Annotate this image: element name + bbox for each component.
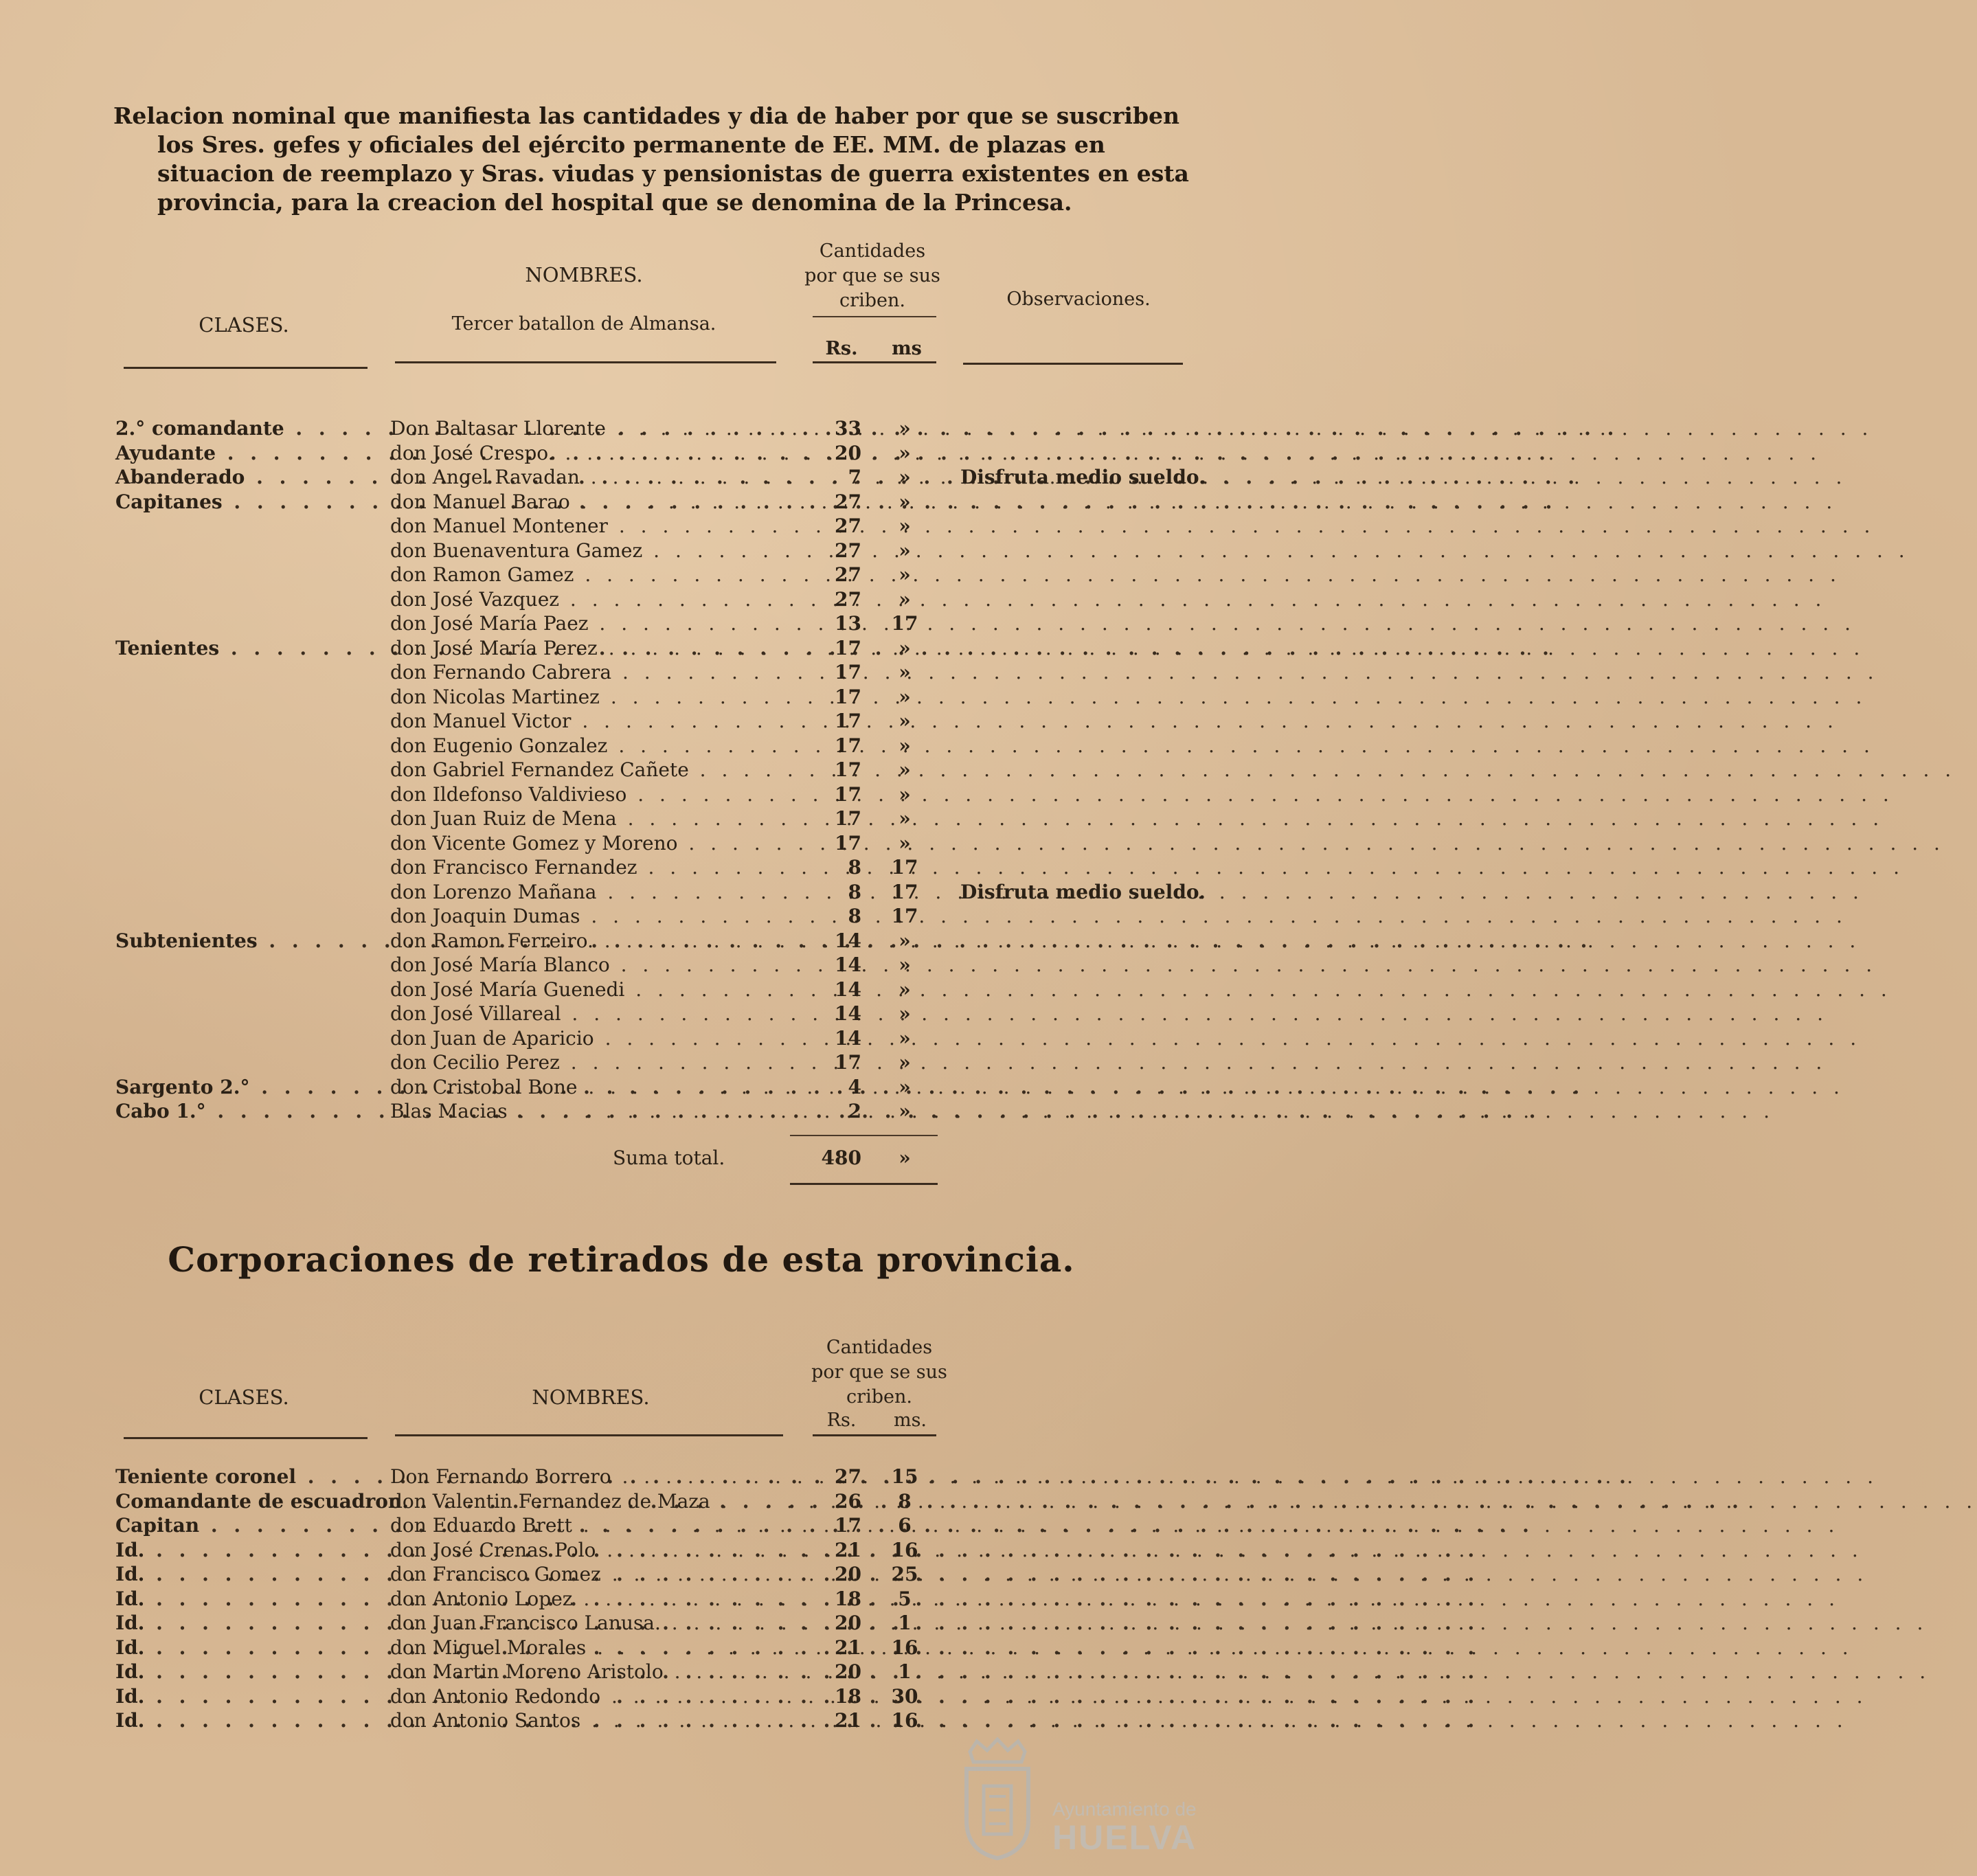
t1-rs-cell: 33	[835, 417, 861, 440]
t1-ms-cell: »	[899, 1002, 911, 1025]
t1-row	[0, 782, 1243, 807]
watermark-line1: Ayuntamiento de	[1052, 1798, 1197, 1820]
t1-rs-cell: 4	[848, 1075, 861, 1098]
t1-ms-cell: »	[899, 782, 911, 806]
t1-rs-cell: 14	[835, 1002, 861, 1025]
t1-row	[0, 758, 1243, 782]
t1-nombre-cell: don José María Paez . . .	[390, 611, 789, 636]
t1-rs-cell: 8	[848, 880, 861, 903]
t2-clase-cell: Id. . . .	[115, 1538, 370, 1563]
t2-row	[0, 1636, 1243, 1660]
t2-nombre-cell: don Francisco Gomez . . .	[390, 1562, 789, 1587]
t1-ms-cell: »	[899, 1026, 911, 1050]
t1-nombre-cell: don Buenaventura Gamez . . .	[390, 539, 789, 563]
t1-rs-cell: 17	[835, 807, 861, 830]
t1-clase-cell: Cabo 1.° . . .	[115, 1099, 370, 1124]
t1-header-clases: CLASES.	[199, 313, 289, 337]
t1-rs-cell: 14	[835, 953, 861, 976]
t1-ms-cell: »	[899, 563, 911, 586]
t2-row	[0, 1538, 1243, 1563]
t1-header-ms: ms	[892, 338, 922, 359]
t1-nombre-cell: Blas Macias . . .	[390, 1099, 789, 1124]
t1-rs-cell: 17	[835, 636, 861, 659]
t1-nombre-cell: don José María Guenedi . . .	[390, 977, 789, 1002]
intro-paragraph	[113, 102, 1199, 217]
t1-rs-cell: 27	[835, 539, 861, 562]
t2-ms-cell: 1	[898, 1612, 912, 1634]
t1-rs-cell: 17	[835, 1051, 861, 1074]
t2-nombre-cell: Don Fernando Borrero . . .	[390, 1465, 789, 1489]
t1-nombre-cell: don Manuel Barao . . .	[390, 490, 789, 515]
t1-total-row	[0, 1146, 1243, 1171]
t1-nombre-cell: don Joaquin Dumas . . .	[390, 904, 789, 929]
t1-rs-cell: 2	[848, 1100, 861, 1122]
t1-row	[0, 1099, 1243, 1124]
t1-nombre-cell: don José Vazquez . . .	[390, 587, 789, 612]
t1-nombre-cell: don Ramon Ferreiro. . . .	[390, 929, 789, 953]
t2-ms-cell: 16	[891, 1538, 918, 1561]
t1-row	[0, 490, 1243, 515]
t2-row	[0, 1684, 1243, 1709]
t2-ms-cell: 15	[891, 1465, 918, 1488]
t1-row	[0, 734, 1243, 758]
t1-row	[0, 587, 1243, 612]
t1-total-rule-top	[790, 1135, 938, 1136]
t2-ms-cell: 16	[891, 1709, 918, 1732]
t2-clase-cell: Id. . . .	[115, 1636, 370, 1660]
t2-ms-cell: 1	[898, 1660, 912, 1683]
t2-header-nombres: NOMBRES.	[532, 1386, 650, 1409]
t2-clase-cell: Comandante de escuadron. . . .	[115, 1489, 370, 1514]
t1-nombre-cell: don Manuel Victor . . .	[390, 709, 789, 734]
t1-nombre-cell: don Angel Ravadan . . .	[390, 465, 789, 490]
t2-clase-cell: Id. . . .	[115, 1611, 370, 1636]
t1-nombre-cell: don José María Perez . . .	[390, 636, 789, 661]
t1-header-cantidades-3: criben.	[839, 290, 905, 311]
ayuntamiento-huelva-watermark	[956, 1738, 1197, 1868]
t1-clase-cell: Capitanes . . .	[115, 490, 370, 515]
t1-row	[0, 563, 1243, 587]
t1-row	[0, 953, 1243, 977]
t1-row	[0, 514, 1243, 539]
t1-ms-cell: »	[899, 953, 911, 976]
t1-ms-cell: »	[899, 710, 911, 732]
t1-rs-cell: 14	[835, 977, 861, 1001]
t1-rule-observaciones	[963, 363, 1183, 365]
t2-rule-clases	[124, 1437, 368, 1439]
t1-nombre-cell: don Ramon Gamez . . .	[390, 563, 789, 587]
t1-ms-cell: »	[899, 1051, 911, 1074]
t1-row	[0, 1002, 1243, 1026]
t1-rs-cell: 17	[835, 782, 861, 806]
watermark-line2: HUELVA	[1052, 1818, 1197, 1857]
t1-cantidades-rule	[813, 316, 936, 317]
t1-header-subtitle: Tercer batallon de Almansa.	[451, 313, 716, 335]
t2-rs-cell: 18	[835, 1587, 861, 1610]
t1-rule-cantidades	[813, 361, 936, 363]
t1-rs-cell: 17	[835, 831, 861, 855]
t1-row	[0, 465, 1243, 490]
t2-clase-cell: Id. . . .	[115, 1708, 370, 1733]
t2-row	[0, 1660, 1243, 1684]
t2-clase-cell: Id. . . .	[115, 1684, 370, 1709]
t2-ms-cell: 25	[891, 1563, 918, 1585]
t1-rs-cell: 14	[835, 929, 861, 952]
t2-row	[0, 1587, 1243, 1612]
t1-ms-cell: »	[899, 515, 911, 537]
t2-header-cantidades-2: por que se sus	[811, 1361, 947, 1383]
t1-observaciones-cell: Disfruta medio sueldo.	[960, 880, 1206, 903]
t2-header-cantidades-3: criben.	[846, 1386, 912, 1408]
t1-nombre-cell: don Francisco Fernandez . . .	[390, 855, 789, 880]
t1-clase-cell: Tenientes . . .	[115, 636, 370, 661]
t1-ms-cell: »	[899, 977, 911, 1001]
t1-ms-cell: »	[899, 490, 911, 513]
t1-nombre-cell: don Ildefonso Valdivieso . . .	[390, 782, 789, 807]
t1-row	[0, 929, 1243, 953]
t1-rs-cell: 27	[835, 587, 861, 611]
t1-row	[0, 441, 1243, 466]
t2-ms-cell: 30	[891, 1684, 918, 1708]
t1-clase-cell: 2.° comandante . . .	[115, 416, 370, 441]
t2-rs-cell: 17	[835, 1514, 861, 1537]
t1-row	[0, 977, 1243, 1002]
t2-row	[0, 1489, 1243, 1514]
t1-nombre-cell: don Manuel Montener . . .	[390, 514, 789, 539]
t2-ms-cell: 16	[891, 1636, 918, 1659]
t1-ms-cell: »	[899, 417, 911, 440]
t2-row	[0, 1611, 1243, 1636]
t1-rs-cell: 17	[835, 710, 861, 732]
t1-row	[0, 660, 1243, 685]
t2-nombre-cell: don Martin Moreno Aristolo . . .	[390, 1660, 789, 1684]
t2-nombre-cell: don Miguel Morales . . .	[390, 1636, 789, 1660]
t1-nombre-cell: don Cristobal Bone . . .	[390, 1075, 789, 1100]
t1-rs-cell: 17	[835, 734, 861, 757]
t2-nombre-cell: don Antonio Santos . . .	[390, 1708, 789, 1733]
t2-rs-cell: 21	[835, 1636, 861, 1659]
t1-rs-cell: 7	[848, 466, 861, 488]
t1-rule-clases	[124, 367, 368, 369]
t1-header-rs: Rs.	[825, 338, 858, 359]
t1-ms-cell: 17	[891, 905, 918, 927]
t1-row	[0, 855, 1243, 880]
t2-rs-cell: 27	[835, 1465, 861, 1488]
t1-ms-cell: »	[899, 1075, 911, 1098]
t1-nombre-cell: don José Crespo. . . .	[390, 441, 789, 466]
t1-total-rule-bottom	[790, 1183, 938, 1185]
t1-clase-cell: Subtenientes . . .	[115, 929, 370, 953]
t2-nombre-cell: don Antonio Lopez . . .	[390, 1587, 789, 1612]
t2-rule-nombres	[395, 1434, 783, 1436]
crest-icon	[956, 1738, 1039, 1862]
t2-rs-cell: 21	[835, 1538, 861, 1561]
t1-nombre-cell: don Cecilio Perez . . .	[390, 1050, 789, 1075]
t2-rs-cell: 20	[835, 1563, 861, 1585]
t1-nombre-cell: don Lorenzo Mañana . . .	[390, 880, 789, 905]
t1-nombre-cell: don Vicente Gomez y Moreno . . .	[390, 831, 789, 856]
t1-row	[0, 1075, 1243, 1100]
t2-header-clases: CLASES.	[199, 1386, 289, 1409]
t2-row	[0, 1465, 1243, 1489]
t1-rs-cell: 17	[835, 685, 861, 708]
t1-nombre-cell: don Nicolas Martinez . . .	[390, 685, 789, 710]
t2-rs-cell: 20	[835, 1660, 861, 1683]
t1-row	[0, 904, 1243, 929]
t1-nombre-cell: don Eugenio Gonzalez . . .	[390, 734, 789, 758]
t2-nombre-cell: don Valentin Fernandez de Maza . . .	[390, 1489, 789, 1514]
t2-clase-cell: Id. . . .	[115, 1660, 370, 1684]
t1-total-ms: »	[899, 1146, 911, 1169]
t1-nombre-cell: don Juan de Aparicio . . .	[390, 1026, 789, 1051]
t2-clase-cell: Id. . . .	[115, 1587, 370, 1612]
t2-rs-cell: 21	[835, 1709, 861, 1732]
t1-ms-cell: »	[899, 466, 911, 488]
t2-ms-cell: 6	[898, 1514, 912, 1537]
t1-row	[0, 709, 1243, 734]
t1-rs-cell: 14	[835, 1026, 861, 1050]
t1-header-cantidades-1: Cantidades	[819, 240, 926, 262]
t1-ms-cell: »	[899, 539, 911, 562]
t1-ms-cell: »	[899, 636, 911, 659]
t1-total-label: Suma total.	[613, 1146, 725, 1169]
t1-row	[0, 880, 1243, 905]
t1-ms-cell: 17	[891, 880, 918, 903]
t1-rs-cell: 27	[835, 563, 861, 586]
t1-header-nombres: NOMBRES.	[525, 263, 643, 286]
t1-nombre-cell: don Juan Ruiz de Mena . . .	[390, 806, 789, 831]
t2-clase-cell: Teniente coronel . . .	[115, 1465, 370, 1489]
t1-row	[0, 1050, 1243, 1075]
t1-rs-cell: 8	[848, 905, 861, 927]
t1-ms-cell: »	[899, 587, 911, 611]
t2-nombre-cell: don Juan Francisco Lanusa. . . .	[390, 1611, 789, 1636]
t1-nombre-cell: don Gabriel Fernandez Cañete . . .	[390, 758, 789, 782]
t2-ms-cell: 8	[898, 1489, 912, 1513]
t2-row	[0, 1708, 1243, 1733]
t1-ms-cell: 17	[891, 612, 918, 635]
t1-ms-cell: »	[899, 685, 911, 708]
t1-ms-cell: 17	[891, 856, 918, 879]
t1-rs-cell: 20	[835, 441, 861, 464]
t2-header-cantidades-1: Cantidades	[826, 1337, 933, 1358]
t2-nombre-cell: don Antonio Redondo . . .	[390, 1684, 789, 1709]
t1-nombre-cell: don Fernando Cabrera . . .	[390, 660, 789, 685]
t1-row	[0, 806, 1243, 831]
t2-clase-cell: Capitan . . .	[115, 1513, 370, 1538]
t2-row	[0, 1513, 1243, 1538]
t2-ms-cell: 5	[898, 1587, 912, 1610]
t1-row	[0, 636, 1243, 661]
t1-rs-cell: 17	[835, 661, 861, 683]
t1-clase-cell: Ayudante . . .	[115, 441, 370, 466]
section2-title: Corporaciones de retirados de esta provincia.	[168, 1239, 1075, 1280]
t2-rs-cell: 20	[835, 1612, 861, 1634]
t2-rs-cell: 26	[835, 1489, 861, 1513]
t1-clase-cell: Sargento 2.° . . .	[115, 1075, 370, 1100]
t1-row	[0, 611, 1243, 636]
t1-nombre-cell: don José Villareal . . .	[390, 1002, 789, 1026]
t1-ms-cell: »	[899, 807, 911, 830]
t1-total-rs: 480	[821, 1146, 861, 1169]
intro-text: Relacion nominal que manifiesta las cantidades y dia de haber por que se suscriben los Sres. gefes y oficiales del ejército permanente de EE. MM. de plazas en situacion de reemplazo y Sras. viudas y pensionistas de guerra existentes en esta provincia, para la creacion del hospital que se denomina de la Princesa.	[113, 102, 1189, 216]
t1-row	[0, 539, 1243, 563]
t2-row	[0, 1562, 1243, 1587]
t2-nombre-cell: don José Crenas Polo . . .	[390, 1538, 789, 1563]
t2-clase-cell: Id. . . .	[115, 1562, 370, 1587]
t1-clase-cell: Abanderado . . .	[115, 465, 370, 490]
t1-ms-cell: »	[899, 734, 911, 757]
t1-ms-cell: »	[899, 1100, 911, 1122]
t1-ms-cell: »	[899, 661, 911, 683]
t1-row	[0, 416, 1243, 441]
t2-header-ms: ms.	[893, 1410, 927, 1431]
t1-row	[0, 831, 1243, 856]
t1-ms-cell: »	[899, 929, 911, 952]
t1-ms-cell: »	[899, 441, 911, 464]
t1-ms-cell: »	[899, 831, 911, 855]
t2-nombre-cell: don Eduardo Brett . . .	[390, 1513, 789, 1538]
t1-header-cantidades-2: por que se sus	[804, 265, 940, 286]
t1-rs-cell: 17	[835, 758, 861, 781]
t1-rs-cell: 8	[848, 856, 861, 879]
t1-rs-cell: 27	[835, 515, 861, 537]
t1-rs-cell: 27	[835, 490, 861, 513]
t1-row	[0, 685, 1243, 710]
t1-nombre-cell: Don Baltasar Llorente . . .	[390, 416, 789, 441]
t1-header-observaciones: Observaciones.	[1006, 289, 1151, 310]
t2-rs-cell: 18	[835, 1684, 861, 1708]
t1-nombre-cell: don José María Blanco . . .	[390, 953, 789, 977]
t1-observaciones-cell: Disfruta medio sueldo.	[960, 466, 1206, 488]
t1-ms-cell: »	[899, 758, 911, 781]
t1-rs-cell: 13	[835, 612, 861, 635]
t2-header-rs: Rs.	[826, 1410, 857, 1431]
t1-row	[0, 1026, 1243, 1051]
t1-rule-nombres	[395, 361, 776, 363]
t2-rule-cantidades	[813, 1434, 936, 1436]
